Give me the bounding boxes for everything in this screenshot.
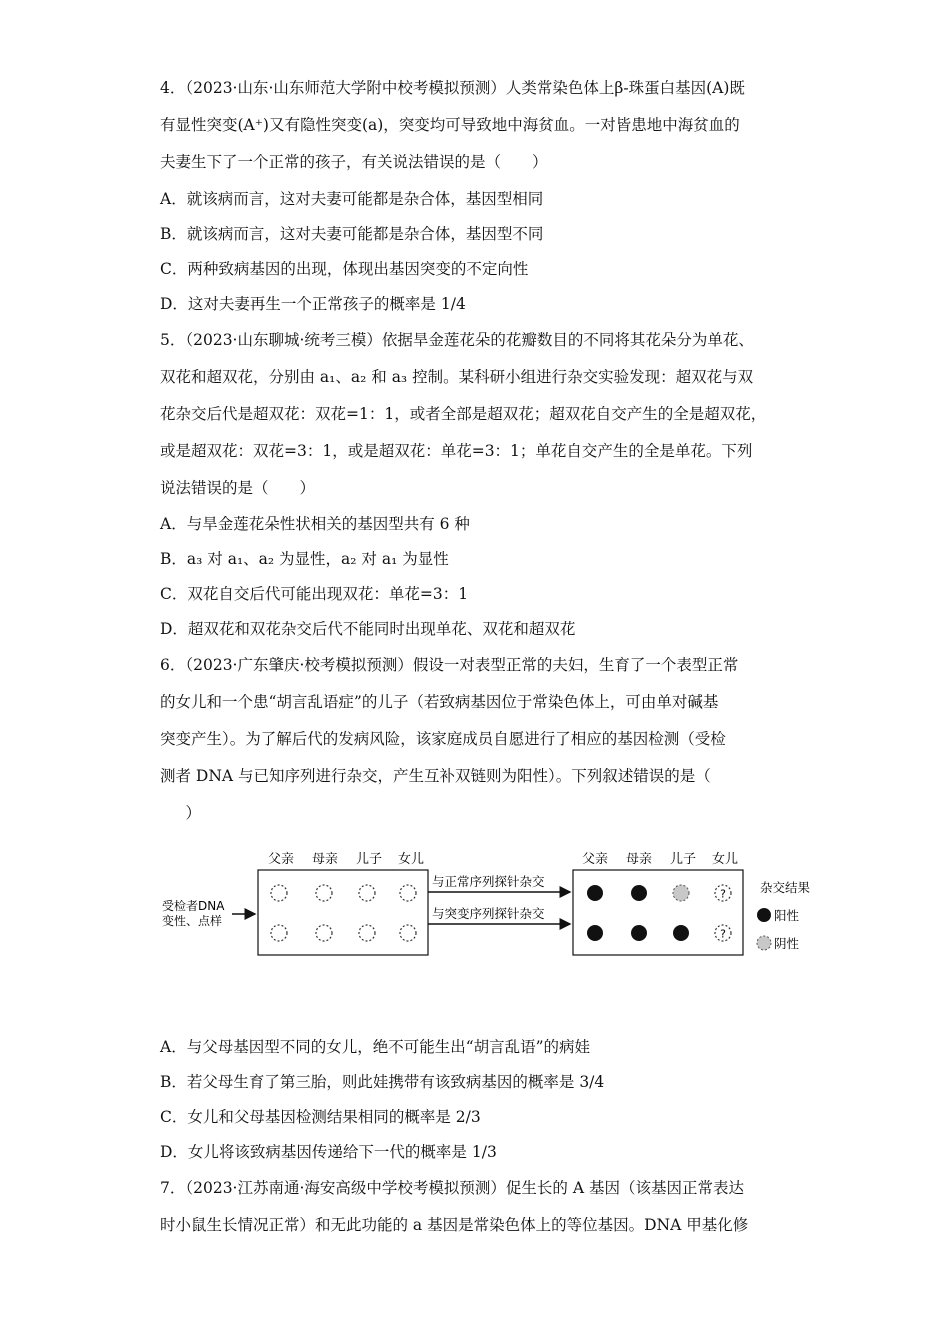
q5-line-2: 双花和超双花，分别由 a₁、a₂ 和 a₃ 控制。某科研小组进行杂交实验发现：超双花与双: [160, 368, 754, 386]
probe-mutant-label: 与突变序列探针杂交: [432, 906, 545, 921]
legend-title: 杂交结果: [760, 880, 811, 895]
legend-negative-label: 阴性: [774, 936, 800, 951]
right-member-father: 父亲: [582, 852, 609, 867]
q6-line-4: 测者 DNA 与已知序列进行杂交，产生互补双链则为阳性）。下列叙述错误的是（: [160, 767, 711, 785]
legend-positive-label: 阳性: [774, 908, 800, 923]
input-label-1: 受检者DNA: [162, 899, 225, 913]
result-mother-mutant: [631, 925, 647, 941]
q6-line-2: 的女儿和一个患“胡言乱语症”的儿子（若致病基因位于常染色体上，可由单对碱基: [160, 693, 719, 711]
q4-option-d: D．这对夫妻再生一个正常孩子的概率是 1/4: [160, 295, 466, 313]
q6-option-a: A．与父母基因型不同的女儿，绝不可能生出“胡言乱语”的病娃: [160, 1038, 591, 1056]
right-member-son: 儿子: [670, 852, 697, 867]
q5-option-b: B．a₃ 对 a₁、a₂ 为显性，a₂ 对 a₁ 为显性: [160, 550, 449, 568]
q7-line-1: 7．（2023·江苏南通·海安高级中学校考模拟预测）促生长的 A 基因（该基因正常表达: [160, 1179, 744, 1197]
legend-positive-swatch: [757, 908, 771, 922]
legend-negative-swatch: [757, 936, 771, 950]
q6-option-b: B．若父母生育了第三胎，则此娃携带有该致病基因的概率是 3/4: [160, 1073, 605, 1091]
q5-option-c: C．双花自交后代可能出现双花：单花=3：1: [160, 585, 469, 603]
q6-line-1: 6．（2023·广东肇庆·校考模拟预测）假设一对表型正常的夫妇，生育了一个表型正常: [160, 656, 739, 674]
q4-option-b: B．就该病而言，这对夫妻可能都是杂合体，基因型不同: [160, 225, 544, 243]
q5-option-d: D．超双花和双花杂交后代不能同时出现单花、双花和超双花: [160, 620, 576, 638]
input-label-2: 变性、点样: [162, 914, 223, 928]
probe-normal-label: 与正常序列探针杂交: [432, 874, 545, 889]
left-member-son: 儿子: [356, 852, 383, 867]
right-box: [573, 870, 743, 955]
result-son-normal: [673, 885, 689, 901]
result-son-mutant: [673, 925, 689, 941]
q4-line-1: 4．（2023·山东·山东师范大学附中校考模拟预测）人类常染色体上β-珠蛋白基因(A)既: [160, 79, 745, 97]
result-father-normal: [587, 885, 603, 901]
q4-option-a: A．就该病而言，这对夫妻可能都是杂合体，基因型相同: [160, 190, 544, 208]
result-father-mutant: [587, 925, 603, 941]
left-member-daughter: 女儿: [398, 852, 425, 867]
left-member-mother: 母亲: [312, 852, 339, 867]
q7-line-2: 时小鼠生长情况正常）和无此功能的 a 基因是常染色体上的等位基因。DNA 甲基化修: [160, 1216, 749, 1234]
q6-option-d: D．女儿将该致病基因传递给下一代的概率是 1/3: [160, 1143, 497, 1161]
hybridization-diagram: [160, 840, 820, 970]
right-member-daughter: 女儿: [712, 852, 739, 867]
q6-option-c: C．女儿和父母基因检测结果相同的概率是 2/3: [160, 1108, 481, 1126]
q6-line-5: ）: [170, 804, 202, 822]
right-member-mother: 母亲: [626, 852, 653, 867]
left-box: [258, 870, 428, 955]
result-mother-normal: [631, 885, 647, 901]
unknown-mark-mutant: ?: [720, 927, 726, 941]
left-member-father: 父亲: [268, 852, 295, 867]
q4-line-2: 有显性突变(A⁺)又有隐性突变(a)，突变均可导致地中海贫血。一对皆患地中海贫血的: [160, 116, 740, 134]
q5-line-1: 5．（2023·山东聊城·统考三模）依据旱金莲花朵的花瓣数目的不同将其花朵分为单花、: [160, 331, 754, 349]
unknown-mark-normal: ?: [720, 887, 726, 901]
q4-option-c: C．两种致病基因的出现，体现出基因突变的不定向性: [160, 260, 529, 278]
q5-line-3: 花杂交后代是超双花：双花=1：1，或者全部是超双花；超双花自交产生的全是超双花，: [160, 405, 767, 423]
q5-line-4: 或是超双花：双花=3：1，或是超双花：单花=3：1；单花自交产生的全是单花。下列: [160, 442, 753, 460]
left-sample-spots: [271, 885, 416, 941]
q5-line-5: 说法错误的是（ ）: [160, 479, 316, 497]
q5-option-a: A．与旱金莲花朵性状相关的基因型共有 6 种: [160, 515, 470, 533]
q6-line-3: 突变产生）。为了解后代的发病风险，该家庭成员自愿进行了相应的基因检测（受检: [160, 730, 726, 748]
q4-line-3: 夫妻生下了一个正常的孩子，有关说法错误的是（ ）: [160, 153, 548, 171]
